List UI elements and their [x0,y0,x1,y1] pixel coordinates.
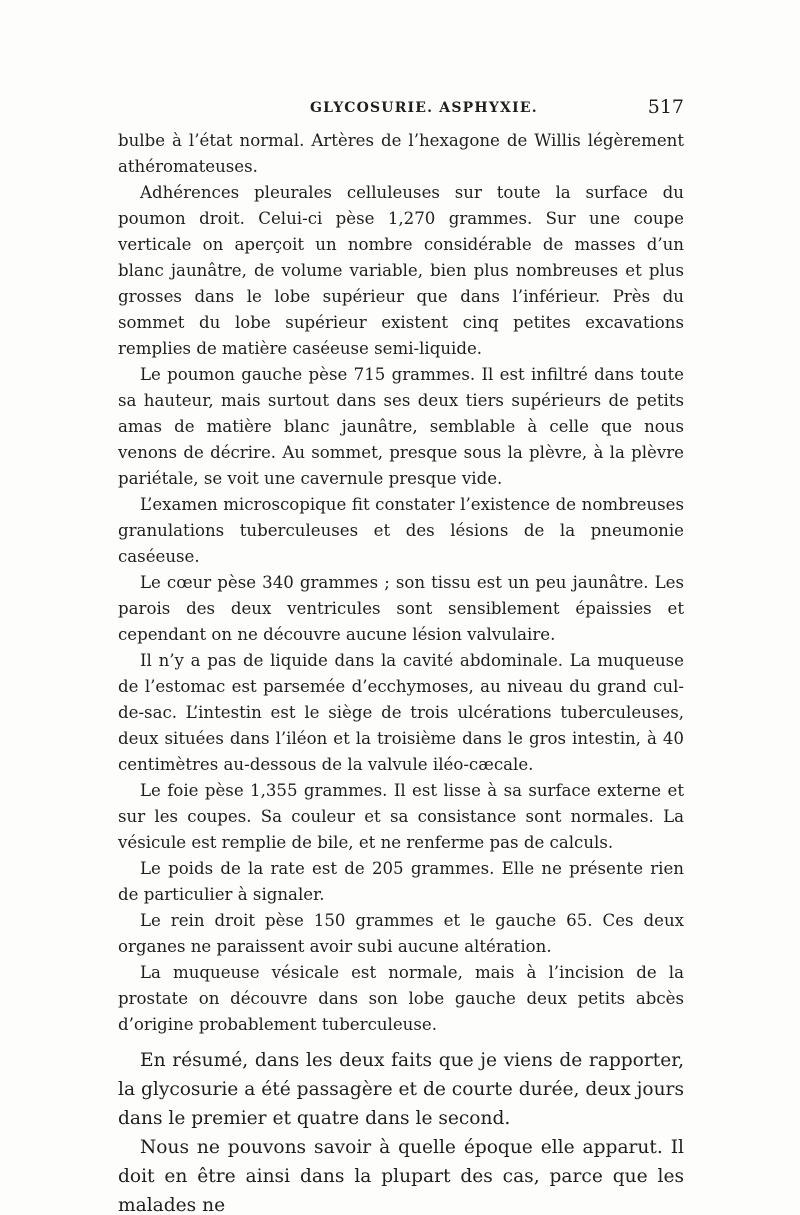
paragraph-poumon-gauche: Le poumon gauche pèse 715 grammes. Il est infiltré dans toute sa hauteur, mais surtout dans ses deux tiers supérieurs de petits amas de matière blanc jaunâtre, semblable à celle que nous venons de décrire. Au sommet, presque sous la plèvre, à la plèvre pariétale, se voit une cavernule presque vide. [118,365,684,488]
paragraph-vessie-prostate: La muqueuse vésicale est normale, mais à l’incision de la prostate on découvre dans son lobe gauche deux petits abcès d’origine probablement tuberculeuse. [118,963,684,1034]
page-header [118,96,684,122]
case-report-section [118,128,684,1038]
paragraph-abdomen: Il n’y a pas de liquide dans la cavité abdominale. La muqueuse de l’estomac est parsemée d’ecchymoses, au niveau du grand cul-de-sac. L’intestin est le siège de trois ulcérations tuberculeuses, deux situées dans l’iléon et la troisième dans le gros intestin, à 40 centimètres au-dessous de la valvule iléo-cæcale. [118,651,684,774]
paragraph-rate: Le poids de la rate est de 205 grammes. Elle ne présente rien de particulier à signaler. [118,859,684,904]
summary-section [118,1046,684,1215]
paragraph-reins: Le rein droit pèse 150 grammes et le gauche 65. Ces deux organes ne paraissent avoir subi aucune altération. [118,911,684,956]
paragraph-poumon-droit: Adhérences pleurales celluleuses sur toute la surface du poumon droit. Celui-ci pèse 1,270 grammes. Sur une coupe verticale on aperçoit un nombre considérable de masses d’un blanc jaunâtre, de volume variable, bien plus nombreuses et plus grosses dans le lobe supérieur que dans l’inférieur. Près du sommet du lobe supérieur existent cinq petites excavations remplies de matière caséeuse semi-liquide. [118,183,684,358]
page-number: 517 [647,96,684,118]
paragraph-apparition: Nous ne pouvons savoir à quelle époque elle apparut. Il doit en être ainsi dans la plupart des cas, parce que les malades ne [118,1137,684,1215]
paragraph-resume: En résumé, dans les deux faits que je viens de rapporter, la glycosurie a été passagère et de courte durée, deux jours dans le premier et quatre dans le second. [118,1050,684,1129]
page-body [118,128,684,1215]
paragraph-examen-microscopique: L’examen microscopique fit constater l’existence de nombreuses granulations tuberculeuses et des lésions de la pneumonie caséeuse. [118,495,684,566]
running-title: GLYCOSURIE. ASPHYXIE. [310,100,538,116]
paragraph-bulbe: bulbe à l’état normal. Artères de l’hexagone de Willis légèrement athéromateuses. [118,131,684,176]
paragraph-coeur: Le cœur pèse 340 grammes ; son tissu est un peu jaunâtre. Les parois des deux ventricules sont sensiblement épaissies et cependant on ne découvre aucune lésion valvulaire. [118,573,684,644]
paragraph-foie: Le foie pèse 1,355 grammes. Il est lisse à sa surface externe et sur les coupes. Sa couleur et sa consistance sont normales. La vésicule est remplie de bile, et ne renferme pas de calculs. [118,781,684,852]
